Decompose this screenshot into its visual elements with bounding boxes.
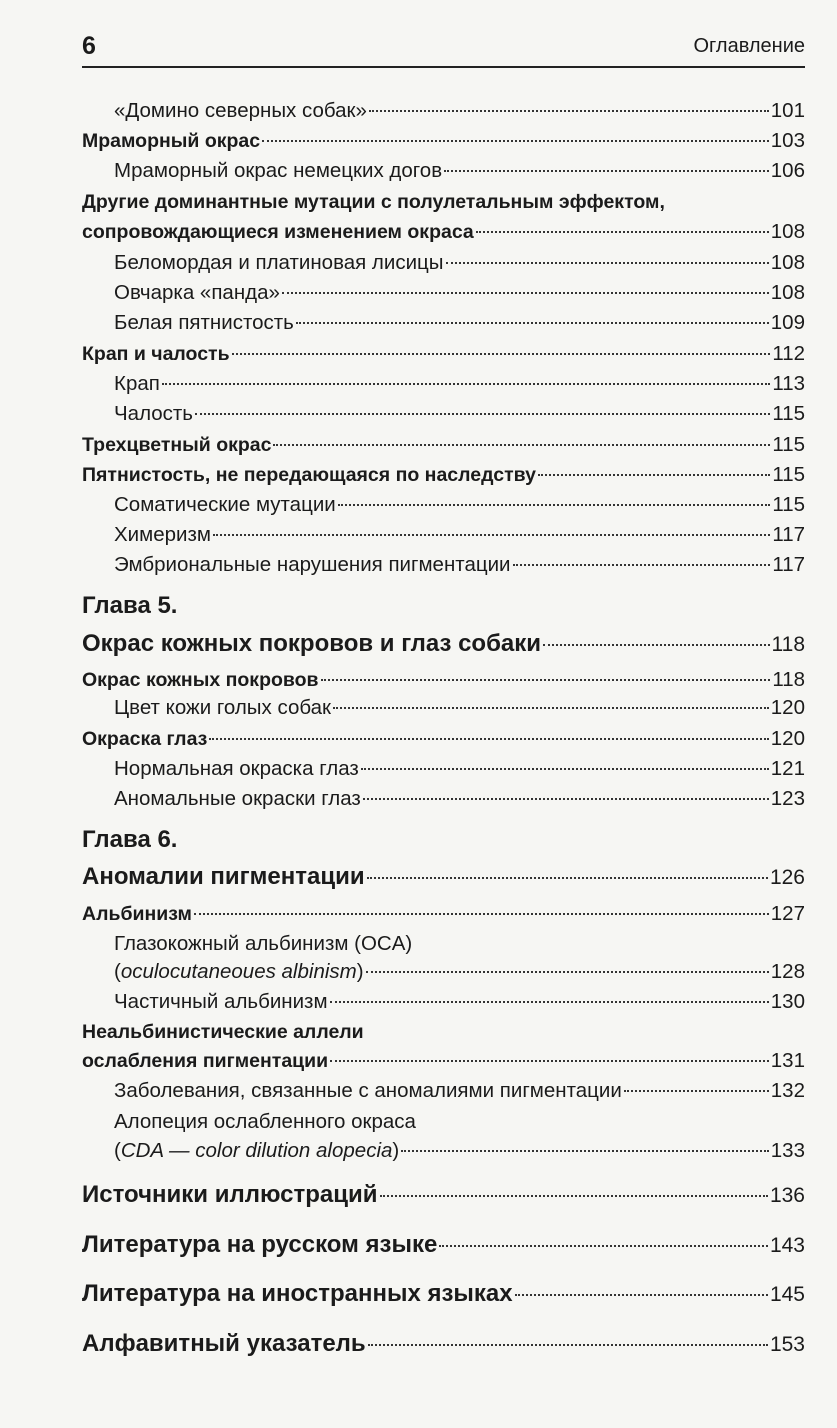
dot-leader — [476, 231, 769, 233]
page-number: 6 — [82, 32, 96, 60]
dot-leader — [232, 353, 771, 355]
toc-entry — [82, 1137, 805, 1165]
toc-entry-title: сопровождающиеся изменением окраса — [82, 221, 474, 243]
toc-entry — [82, 340, 805, 368]
toc-entry — [82, 400, 805, 428]
toc-page-number: 108 — [770, 281, 805, 304]
dot-leader — [194, 913, 769, 915]
toc-entry-title: Белая пятнистость — [114, 311, 294, 334]
toc-entry — [82, 218, 805, 246]
toc-entry-title: Крап и чалость — [82, 343, 230, 365]
dot-leader — [401, 1150, 769, 1152]
toc-entry — [82, 249, 805, 277]
toc-entry-title: Беломордая и платиновая лисицы — [114, 251, 444, 274]
toc-entry-title: (CDA — color dilution alopecia) — [114, 1139, 400, 1162]
toc-entry — [82, 521, 805, 549]
dot-leader — [162, 383, 770, 385]
toc-entry — [82, 461, 805, 489]
toc-entry — [82, 694, 805, 722]
toc-page-number: 115 — [772, 493, 805, 516]
dot-leader — [369, 110, 769, 112]
toc-page-number: 108 — [770, 220, 805, 243]
toc-entry-title: Нормальная окраска глаз — [114, 757, 359, 780]
toc-entry — [82, 755, 805, 783]
toc-entry — [82, 157, 805, 185]
toc-entry-title: Чалость — [114, 402, 193, 425]
toc-entry-title: Цвет кожи голых собак — [114, 696, 332, 719]
dot-leader — [513, 564, 771, 566]
toc-entry-title: «Домино северных собак» — [114, 99, 367, 122]
toc-entry — [82, 1231, 805, 1260]
dot-leader — [361, 768, 769, 770]
dot-leader — [624, 1090, 769, 1092]
toc-entry-title: Литература на иностранных языках — [82, 1280, 513, 1307]
dot-leader — [330, 1060, 769, 1062]
dot-leader — [368, 1344, 768, 1346]
toc-entry — [82, 863, 805, 892]
chapter-heading: Глава 5. — [82, 592, 178, 619]
toc-entry-title: Пятнистость, не передающаяся по наследству — [82, 464, 536, 486]
dot-leader — [209, 738, 768, 740]
dot-leader — [538, 474, 770, 476]
toc-entry — [82, 127, 805, 155]
toc-entry-title: Неальбинистические аллели — [82, 1021, 364, 1043]
toc-entry — [82, 1280, 805, 1309]
toc-entry — [82, 630, 805, 659]
toc-entry-title: Другие доминантные мутации с полулетальным эффектом, — [82, 191, 665, 213]
dot-leader — [262, 140, 769, 142]
toc-page-number: 143 — [769, 1234, 805, 1257]
toc-entry-title: Глазокожный альбинизм (OCA) — [114, 932, 413, 955]
chapter-heading: Глава 6. — [82, 826, 178, 853]
dot-leader — [366, 971, 769, 973]
dot-leader — [446, 262, 769, 264]
toc-entry — [82, 188, 805, 216]
toc-entry — [82, 491, 805, 519]
toc-page-number: 103 — [770, 129, 805, 152]
dot-leader — [333, 707, 769, 709]
dot-leader — [321, 679, 771, 681]
toc-page-number: 131 — [770, 1049, 805, 1072]
toc-entry — [82, 370, 805, 398]
toc-entry-title: Овчарка «панда» — [114, 281, 280, 304]
toc-page-number: 118 — [771, 633, 805, 656]
dot-leader — [380, 1195, 768, 1197]
toc-entry-title: Частичный альбинизм — [114, 990, 328, 1013]
toc-page-number: 101 — [770, 99, 805, 122]
toc-entry — [82, 1330, 805, 1359]
dot-leader — [195, 413, 770, 415]
toc-entry-title: Алопеция ослабленного окраса — [114, 1110, 416, 1133]
toc-page-number: 117 — [772, 553, 805, 576]
toc-entry — [82, 1018, 805, 1046]
dot-leader — [330, 1001, 769, 1003]
dot-leader — [296, 322, 769, 324]
toc-entry — [82, 431, 805, 459]
toc-entry — [82, 551, 805, 579]
toc-entry-title: Алфавитный указатель — [82, 1330, 366, 1357]
toc-entry — [82, 1077, 805, 1105]
toc-entry-title: ослабления пигментации — [82, 1050, 329, 1072]
dot-leader — [213, 534, 770, 536]
dot-leader — [367, 877, 768, 879]
toc-page-number: 126 — [769, 866, 805, 889]
toc-entry — [82, 279, 805, 307]
toc-page-number: 120 — [770, 727, 805, 750]
toc-page-number: 109 — [770, 311, 805, 334]
toc-entry-title: Аномальные окраски глаз — [114, 787, 361, 810]
toc-page-number: 118 — [772, 668, 805, 691]
toc-entry-title: Окрас кожных покровов — [82, 669, 319, 691]
toc-entry-title: Трехцветный окрас — [82, 434, 272, 456]
toc-page-number: 128 — [770, 960, 805, 983]
dot-leader — [439, 1245, 768, 1247]
toc-entry — [82, 930, 805, 958]
toc-page-number: 121 — [770, 757, 805, 780]
toc-entry-title: Источники иллюстраций — [82, 1181, 378, 1208]
toc-entry — [82, 309, 805, 337]
toc-entry-title: Альбинизм — [82, 903, 192, 925]
dot-leader — [363, 798, 769, 800]
toc-entry — [82, 785, 805, 813]
toc-entry-title: Химеризм — [114, 523, 211, 546]
toc-page-number: 132 — [770, 1079, 805, 1102]
toc-page-number: 136 — [769, 1184, 805, 1207]
toc-page-number: 115 — [772, 433, 805, 456]
toc-entry-title: Мраморный окрас немецких догов — [114, 159, 443, 182]
toc-entry-title: Соматические мутации — [114, 493, 336, 516]
toc-entry — [82, 666, 805, 694]
toc-page-number: 115 — [772, 463, 805, 486]
toc-entry-title: Окрас кожных покровов и глаз собаки — [82, 630, 542, 657]
toc-page-number: 145 — [769, 1283, 805, 1306]
toc-entry-title: Литература на русском языке — [82, 1231, 438, 1258]
toc-entry-title: Аномалии пигментации — [82, 863, 365, 890]
toc-page-number: 120 — [770, 696, 805, 719]
dot-leader — [282, 292, 769, 294]
toc-entry — [82, 1108, 805, 1136]
toc-entry — [82, 1047, 805, 1075]
toc-entry-title: Мраморный окрас — [82, 130, 261, 152]
toc-page-number: 117 — [772, 523, 805, 546]
toc-page-number: 112 — [772, 342, 805, 365]
toc-entry — [82, 988, 805, 1016]
dot-leader — [273, 444, 770, 446]
toc-page-number: 106 — [770, 159, 805, 182]
toc-entry — [82, 1181, 805, 1210]
toc-page-number: 108 — [770, 251, 805, 274]
toc-page-number: 133 — [770, 1139, 805, 1162]
toc-entry-title: (oculocutaneoues albinism) — [114, 960, 364, 983]
toc-page-number: 153 — [769, 1333, 805, 1356]
toc-page-number: 113 — [772, 372, 805, 395]
dot-leader — [444, 170, 769, 172]
page-header — [82, 30, 805, 68]
running-title: Оглавление — [693, 35, 805, 57]
dot-leader — [515, 1294, 768, 1296]
toc-page-number: 127 — [770, 902, 805, 925]
toc-entry — [82, 958, 805, 986]
dot-leader — [543, 644, 769, 646]
toc-entry — [82, 725, 805, 753]
toc-entry — [82, 900, 805, 928]
toc-entry-title: Крап — [114, 372, 160, 395]
dot-leader — [338, 504, 771, 506]
toc-entry-title: Заболевания, связанные с аномалиями пигментации — [114, 1079, 622, 1102]
toc-entry-title: Эмбриональные нарушения пигментации — [114, 553, 511, 576]
toc-page-number: 115 — [772, 402, 805, 425]
toc-entry-title: Окраска глаз — [82, 728, 208, 750]
toc-page-number: 123 — [770, 787, 805, 810]
toc-entry — [82, 97, 805, 125]
toc-page-number: 130 — [770, 990, 805, 1013]
